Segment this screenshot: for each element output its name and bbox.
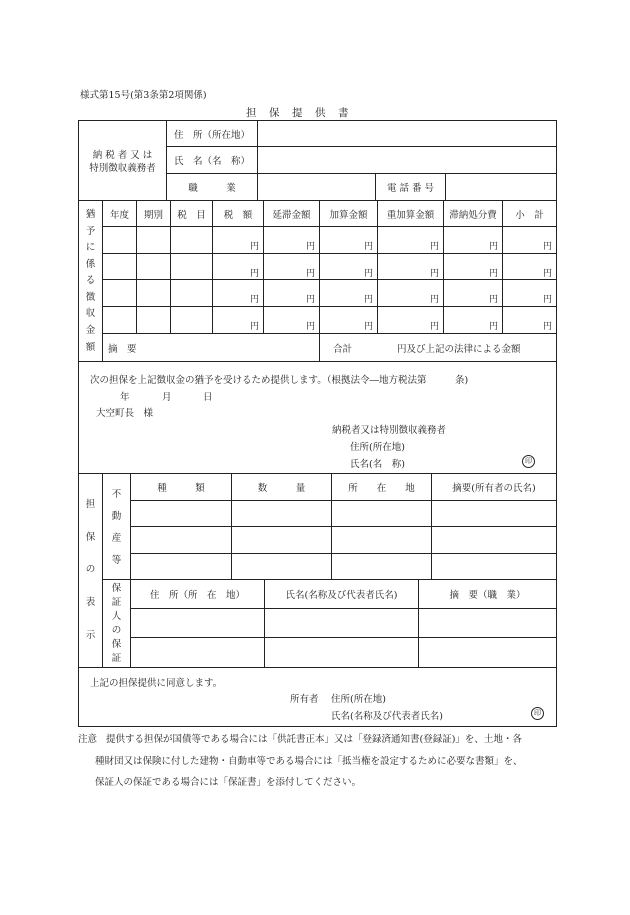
owner-name-label: 氏名(名称及び代表者氏名): [331, 711, 443, 722]
collateral-side-label: 担 保 の 表 示: [85, 499, 96, 641]
owner-address-label: 住所(所在地): [331, 694, 386, 705]
column-header-quantity: 数 量: [257, 483, 306, 494]
taxpayer-label-line1: 納 税 者 又 は: [92, 150, 153, 161]
signer-role: 納税者又は特別徴収義務者: [332, 425, 447, 436]
column-header-guarantor-name: 氏名(名称及び代表者氏名): [285, 590, 398, 601]
column-header-guarantor-address: 住 所（所 在 地）: [149, 590, 245, 601]
deferral-side-label: 猶 予 に 係 る 徴 収 金 額: [85, 209, 96, 353]
real-estate-label: 不 動 産 等: [111, 489, 122, 567]
signer-name-label: 氏名(名 称): [350, 459, 405, 470]
date-year: 年: [120, 392, 130, 403]
seal-icon: 印: [531, 707, 544, 720]
column-header-period: 期別: [143, 209, 163, 221]
address-field[interactable]: [260, 124, 554, 144]
total-label: 合計: [333, 343, 353, 355]
column-header-additional-charge: 加算金額: [329, 209, 368, 221]
taxpayer-label-line2: 特別徴収義務者: [89, 163, 156, 174]
note-line-1: 提供する担保が国債等である場合には「供託書正本」又は「登録済通知書(登録証)」を、土地・各: [106, 734, 522, 745]
remarks-field[interactable]: [150, 337, 316, 358]
address-label: 住 所（所在地）: [173, 129, 250, 141]
column-header-heavy-additional-charge: 重加算金額: [386, 209, 435, 221]
occupation-label: 職 業: [188, 183, 236, 194]
column-header-disposition-cost: 滞納処分費: [449, 209, 497, 221]
column-header-tax-amount: 税 額: [223, 209, 253, 221]
date-month: 月: [162, 392, 172, 403]
phone-label: 電 話 番 号: [386, 183, 435, 194]
owner-label: 所有者: [290, 694, 319, 705]
column-header-type: 種 類: [157, 483, 205, 494]
statement-line: 次の担保を上記徴収金の猶予を受けるため提供します。（根拠法令―地方税法第 条): [90, 375, 469, 386]
note-line-2: 種財団又は保険に付した建物・自動車等である場合には「抵当権を設定するために必要な書類」を、: [95, 756, 523, 767]
note-label: 注意: [78, 734, 98, 745]
guarantor-label: 保 証 人 の 保 証: [111, 583, 122, 665]
column-header-tax-item: 税 目: [177, 209, 206, 221]
column-header-late-charge: 延滞金額: [272, 209, 311, 221]
column-header-owner-remarks: 摘要(所有者の氏名): [452, 483, 536, 494]
name-label: 氏 名（名 称）: [173, 156, 250, 167]
note-line-3: 保証人の保証である場合には「保証書」を添付してください。: [95, 777, 362, 788]
document-title: 担 保 提 供 書: [246, 107, 350, 119]
column-header-subtotal: 小 計: [515, 209, 544, 221]
name-field[interactable]: [260, 150, 554, 170]
remarks-label: 摘 要: [108, 343, 137, 355]
signer-address-label: 住所(所在地): [350, 442, 405, 453]
phone-field[interactable]: [448, 177, 554, 197]
total-suffix: 円及び上記の法律による金額: [397, 343, 521, 355]
column-header-year: 年度: [109, 209, 129, 221]
form-number: 様式第15号(第3条第2項関係): [80, 90, 207, 101]
seal-icon: 印: [522, 455, 535, 468]
occupation-field[interactable]: [260, 177, 372, 197]
addressee: 大空町長 様: [96, 408, 154, 419]
date-day: 日: [203, 392, 213, 403]
column-header-guarantor-occupation: 摘 要（職 業）: [449, 590, 526, 601]
column-header-location: 所 在 地: [348, 483, 415, 494]
consent-line: 上記の担保提供に同意します。: [90, 678, 223, 689]
